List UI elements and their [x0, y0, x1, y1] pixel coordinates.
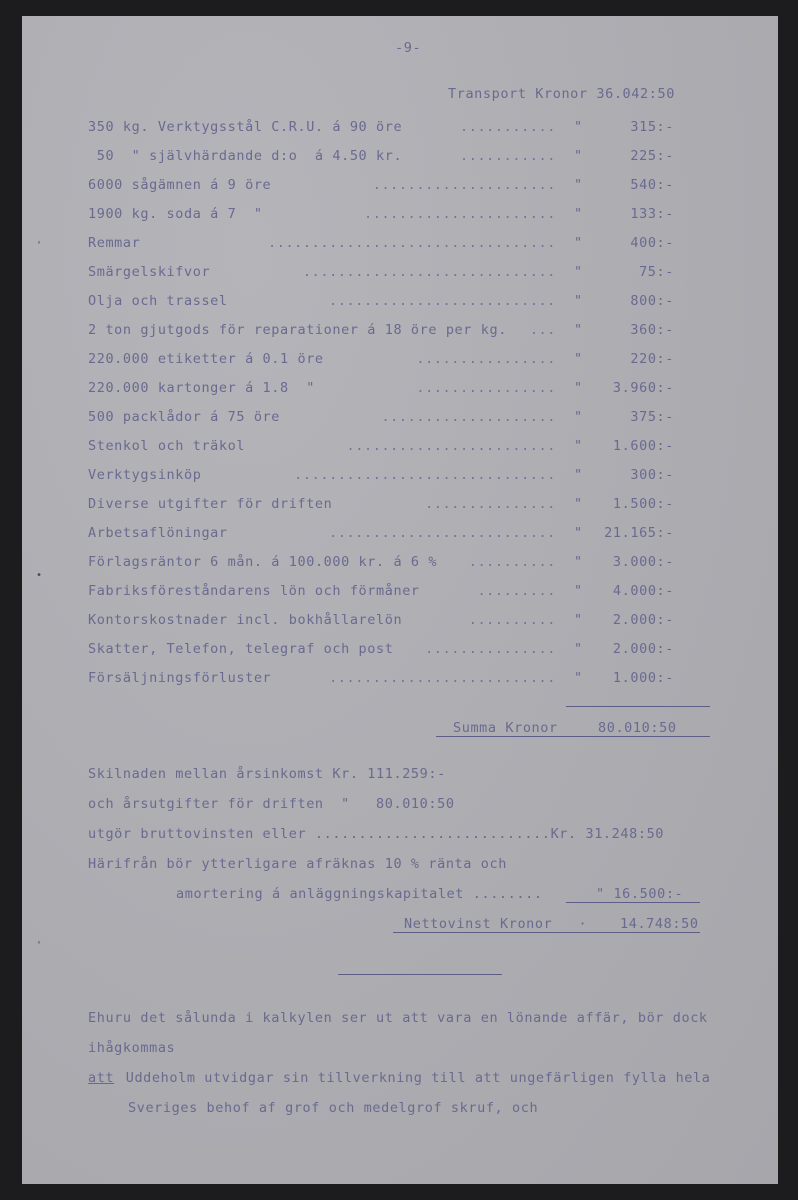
expense-label: 350 kg. Verktygsstål C.R.U. á 90 öre [88, 119, 403, 135]
section-divider [338, 974, 502, 975]
expense-amount: 540:- [630, 177, 674, 193]
expense-ditto-mark: " [574, 206, 583, 222]
expense-leader-dots: .......... [459, 612, 556, 628]
expense-leader-dots: ................ [416, 380, 556, 396]
expense-ditto-mark: " [574, 264, 583, 280]
expense-amount: 800:- [630, 293, 674, 309]
expense-label: 220.000 etiketter á 0.1 öre [88, 351, 324, 367]
expense-ditto-mark: " [574, 467, 583, 483]
expense-leader-dots: ............................. [302, 264, 556, 280]
expense-leader-dots: ........... [459, 119, 556, 135]
expense-ditto-mark: " [574, 525, 583, 541]
expense-label: 1900 kg. soda á 7 " [88, 206, 263, 222]
expense-ditto-mark: " [574, 235, 583, 251]
expense-label: Skatter, Telefon, telegraf och post [88, 641, 394, 657]
expense-label: Försäljningsförluster [88, 670, 272, 686]
expense-ditto-mark: " [574, 322, 583, 338]
expense-label: 2 ton gjutgods för reparationer á 18 öre per kg. [88, 322, 507, 338]
expense-amount: 4.000:- [612, 583, 674, 599]
net-underline [393, 932, 700, 933]
net-label: Nettovinst Kronor · [404, 916, 588, 932]
expense-amount: 375:- [630, 409, 674, 425]
expense-amount: 360:- [630, 322, 674, 338]
expense-amount: 1.500:- [612, 496, 674, 512]
expense-ditto-mark: " [574, 177, 583, 193]
expense-ditto-mark: " [574, 554, 583, 570]
expense-leader-dots: .......................... [329, 525, 556, 541]
expense-total-rule [566, 706, 710, 707]
calc-line-4: Härifrån bör ytterligare afräknas 10 % ränta och [88, 856, 507, 872]
expense-amount: 225:- [630, 148, 674, 164]
expense-ditto-mark: " [574, 119, 583, 135]
expense-ditto-mark: " [574, 641, 583, 657]
expense-leader-dots: ........................ [346, 438, 556, 454]
expense-leader-dots: ..................... [372, 177, 556, 193]
expense-amount: 2.000:- [612, 612, 674, 628]
expense-label: 50 " självhärdande d:o á 4.50 kr. [88, 148, 403, 164]
expense-ditto-mark: " [574, 293, 583, 309]
expense-amount: 400:- [630, 235, 674, 251]
expense-amount: 1.600:- [612, 438, 674, 454]
expense-amount: 133:- [630, 206, 674, 222]
expense-label: Arbetsaflöningar [88, 525, 228, 541]
expense-amount: 75:- [639, 264, 674, 280]
closing-line-4: Sveriges behof af grof och medelgrof skruf, och [128, 1100, 539, 1116]
calc-line-5-label: amortering á anläggningskapitalet ........ [176, 886, 543, 902]
summa-label: Summa Kronor [453, 720, 558, 736]
expense-label: Smärgelskifvor [88, 264, 211, 280]
summa-underline [436, 736, 710, 737]
calc-line-1: Skilnaden mellan årsinkomst Kr. 111.259:- [88, 766, 446, 782]
expense-leader-dots: ................................. [267, 235, 556, 251]
calc-line-5-amount: " 16.500:- [596, 886, 684, 902]
expense-ditto-mark: " [574, 670, 583, 686]
expense-ditto-mark: " [574, 148, 583, 164]
expense-label: Diverse utgifter för driften [88, 496, 333, 512]
expense-ditto-mark: " [574, 380, 583, 396]
expense-label: 500 packlådor á 75 öre [88, 409, 281, 425]
expense-label: Förlagsräntor 6 mån. á 100.000 kr. á 6 % [88, 554, 438, 570]
expense-amount: 220:- [630, 351, 674, 367]
expense-label: Stenkol och träkol [88, 438, 246, 454]
expense-label: Remmar [88, 235, 141, 251]
expense-ditto-mark: " [574, 612, 583, 628]
expense-leader-dots: .......... [468, 554, 556, 570]
expense-leader-dots: .............................. [294, 467, 556, 483]
expense-leader-dots: .......................... [329, 670, 556, 686]
expense-amount: 300:- [630, 467, 674, 483]
expense-ditto-mark: " [574, 583, 583, 599]
expense-leader-dots: ............... [425, 641, 556, 657]
closing-line-2: ihågkommas [88, 1040, 176, 1056]
closing-line-1: Ehuru det sålunda i kalkylen ser ut att vara en lönande affär, bör dock [88, 1010, 708, 1026]
summa-amount: 80.010:50 [598, 720, 677, 736]
calc-line-2: och årsutgifter för driften " 80.010:50 [88, 796, 455, 812]
expense-label: 6000 sågämnen á 9 öre [88, 177, 272, 193]
expense-ditto-mark: " [574, 409, 583, 425]
expense-leader-dots: ............... [425, 496, 556, 512]
closing-line-3: Uddeholm utvidgar sin tillverkning till att ungefärligen fylla hela [117, 1070, 711, 1086]
closing-att: att [88, 1070, 115, 1086]
margin-mark: • [36, 570, 43, 581]
expense-amount: 3.960:- [612, 380, 674, 396]
expense-leader-dots: ... [529, 322, 556, 338]
expense-label: Olja och trassel [88, 293, 228, 309]
expense-label: 220.000 kartonger á 1.8 " [88, 380, 315, 396]
expense-label: Verktygsinköp [88, 467, 202, 483]
margin-mark: ' [36, 940, 43, 951]
expense-label: Fabriksföreståndarens lön och förmåner [88, 583, 420, 599]
calc-total-rule [566, 902, 700, 903]
calc-line-3: utgör bruttovinsten eller ...........................Kr. 31.248:50 [88, 826, 665, 842]
expense-amount: 21.165:- [604, 525, 674, 541]
expense-leader-dots: ........... [459, 148, 556, 164]
expense-ditto-mark: " [574, 438, 583, 454]
expense-leader-dots: ...................... [363, 206, 556, 222]
expense-label: Kontorskostnader incl. bokhållarelön [88, 612, 403, 628]
expense-amount: 1.000:- [612, 670, 674, 686]
expense-leader-dots: .................... [381, 409, 556, 425]
expense-amount: 315:- [630, 119, 674, 135]
transport-line: Transport Kronor 36.042:50 [448, 86, 675, 102]
expense-amount: 3.000:- [612, 554, 674, 570]
expense-amount: 2.000:- [612, 641, 674, 657]
expense-leader-dots: ................ [416, 351, 556, 367]
expense-ditto-mark: " [574, 496, 583, 512]
margin-mark: ' [36, 240, 43, 251]
expense-leader-dots: ......... [477, 583, 556, 599]
expense-leader-dots: .......................... [329, 293, 556, 309]
page-number: -9- [395, 40, 422, 56]
expense-ditto-mark: " [574, 351, 583, 367]
net-amount: 14.748:50 [620, 916, 699, 932]
